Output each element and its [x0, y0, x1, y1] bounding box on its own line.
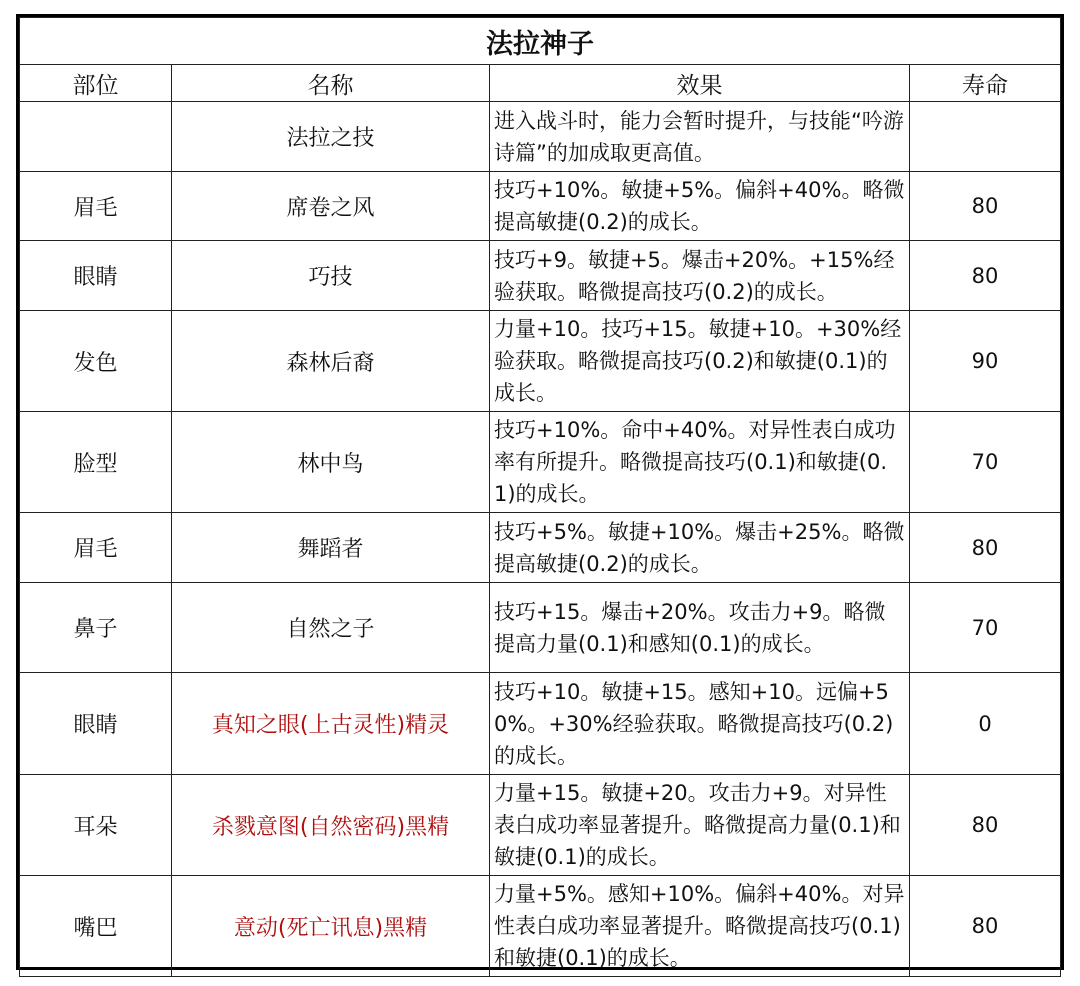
cell-part: 眉毛 [20, 172, 172, 241]
table-row [20, 775, 1061, 876]
cell-effect: 技巧+5%。敏捷+10%。爆击+25%。略微提高敏捷(0.2)的成长。 [490, 513, 910, 583]
cell-part: 发色 [20, 311, 172, 412]
cell-lifespan: 80 [910, 876, 1061, 977]
cell-name: 意动(死亡讯息)黑精 [172, 876, 490, 977]
cell-name: 森林后裔 [172, 311, 490, 412]
header-lifespan: 寿命 [910, 65, 1061, 102]
cell-effect: 技巧+15。爆击+20%。攻击力+9。略微提高力量(0.1)和感知(0.1)的成长。 [490, 583, 910, 673]
cell-name: 林中鸟 [172, 412, 490, 513]
cell-part: 鼻子 [20, 583, 172, 673]
cell-part: 脸型 [20, 412, 172, 513]
table-row [20, 172, 1061, 241]
header-effect: 效果 [490, 65, 910, 102]
header-part: 部位 [20, 65, 172, 102]
cell-part: 眉毛 [20, 513, 172, 583]
cell-lifespan: 80 [910, 513, 1061, 583]
cell-part: 眼睛 [20, 241, 172, 311]
cell-lifespan: 80 [910, 241, 1061, 311]
cell-name: 巧技 [172, 241, 490, 311]
table-row [20, 583, 1061, 673]
header-name: 名称 [172, 65, 490, 102]
cell-effect: 技巧+9。敏捷+5。爆击+20%。+15%经验获取。略微提高技巧(0.2)的成长。 [490, 241, 910, 311]
table-row [20, 102, 1061, 172]
cell-lifespan: 90 [910, 311, 1061, 412]
cell-lifespan: 70 [910, 583, 1061, 673]
cell-part: 耳朵 [20, 775, 172, 876]
cell-lifespan: 80 [910, 172, 1061, 241]
table-row [20, 241, 1061, 311]
cell-effect: 进入战斗时，能力会暂时提升，与技能“吟游诗篇”的加成取更高值。 [490, 102, 910, 172]
cell-name: 席卷之风 [172, 172, 490, 241]
table-row [20, 673, 1061, 775]
cell-lifespan: 0 [910, 673, 1061, 775]
cell-effect: 技巧+10%。命中+40%。对异性表白成功率有所提升。略微提高技巧(0.1)和敏捷(0.1)的成长。 [490, 412, 910, 513]
cell-name: 舞蹈者 [172, 513, 490, 583]
cell-effect: 技巧+10。敏捷+15。感知+10。远偏+50%。+30%经验获取。略微提高技巧(0.2)的成长。 [490, 673, 910, 775]
table-title: 法拉神子 [20, 18, 1061, 65]
cell-effect: 技巧+10%。敏捷+5%。偏斜+40%。略微提高敏捷(0.2)的成长。 [490, 172, 910, 241]
cell-effect: 力量+15。敏捷+20。攻击力+9。对异性表白成功率显著提升。略微提高力量(0.1)和敏捷(0.1)的成长。 [490, 775, 910, 876]
table-header-row [20, 65, 1061, 102]
cell-name: 杀戮意图(自然密码)黑精 [172, 775, 490, 876]
cell-part: 眼睛 [20, 673, 172, 775]
cell-name: 自然之子 [172, 583, 490, 673]
table-row [20, 412, 1061, 513]
trait-table [19, 17, 1061, 977]
table-row [20, 513, 1061, 583]
cell-effect: 力量+10。技巧+15。敏捷+10。+30%经验获取。略微提高技巧(0.2)和敏捷(0.1)的成长。 [490, 311, 910, 412]
table-row [20, 876, 1061, 977]
cell-lifespan: 70 [910, 412, 1061, 513]
trait-table-sheet [16, 14, 1064, 970]
cell-part: 嘴巴 [20, 876, 172, 977]
cell-name: 法拉之技 [172, 102, 490, 172]
cell-lifespan [910, 102, 1061, 172]
cell-part [20, 102, 172, 172]
cell-name: 真知之眼(上古灵性)精灵 [172, 673, 490, 775]
table-title-row [20, 18, 1061, 65]
cell-effect: 力量+5%。感知+10%。偏斜+40%。对异性表白成功率显著提升。略微提高技巧(0.1)和敏捷(0.1)的成长。 [490, 876, 910, 977]
table-row [20, 311, 1061, 412]
cell-lifespan: 80 [910, 775, 1061, 876]
